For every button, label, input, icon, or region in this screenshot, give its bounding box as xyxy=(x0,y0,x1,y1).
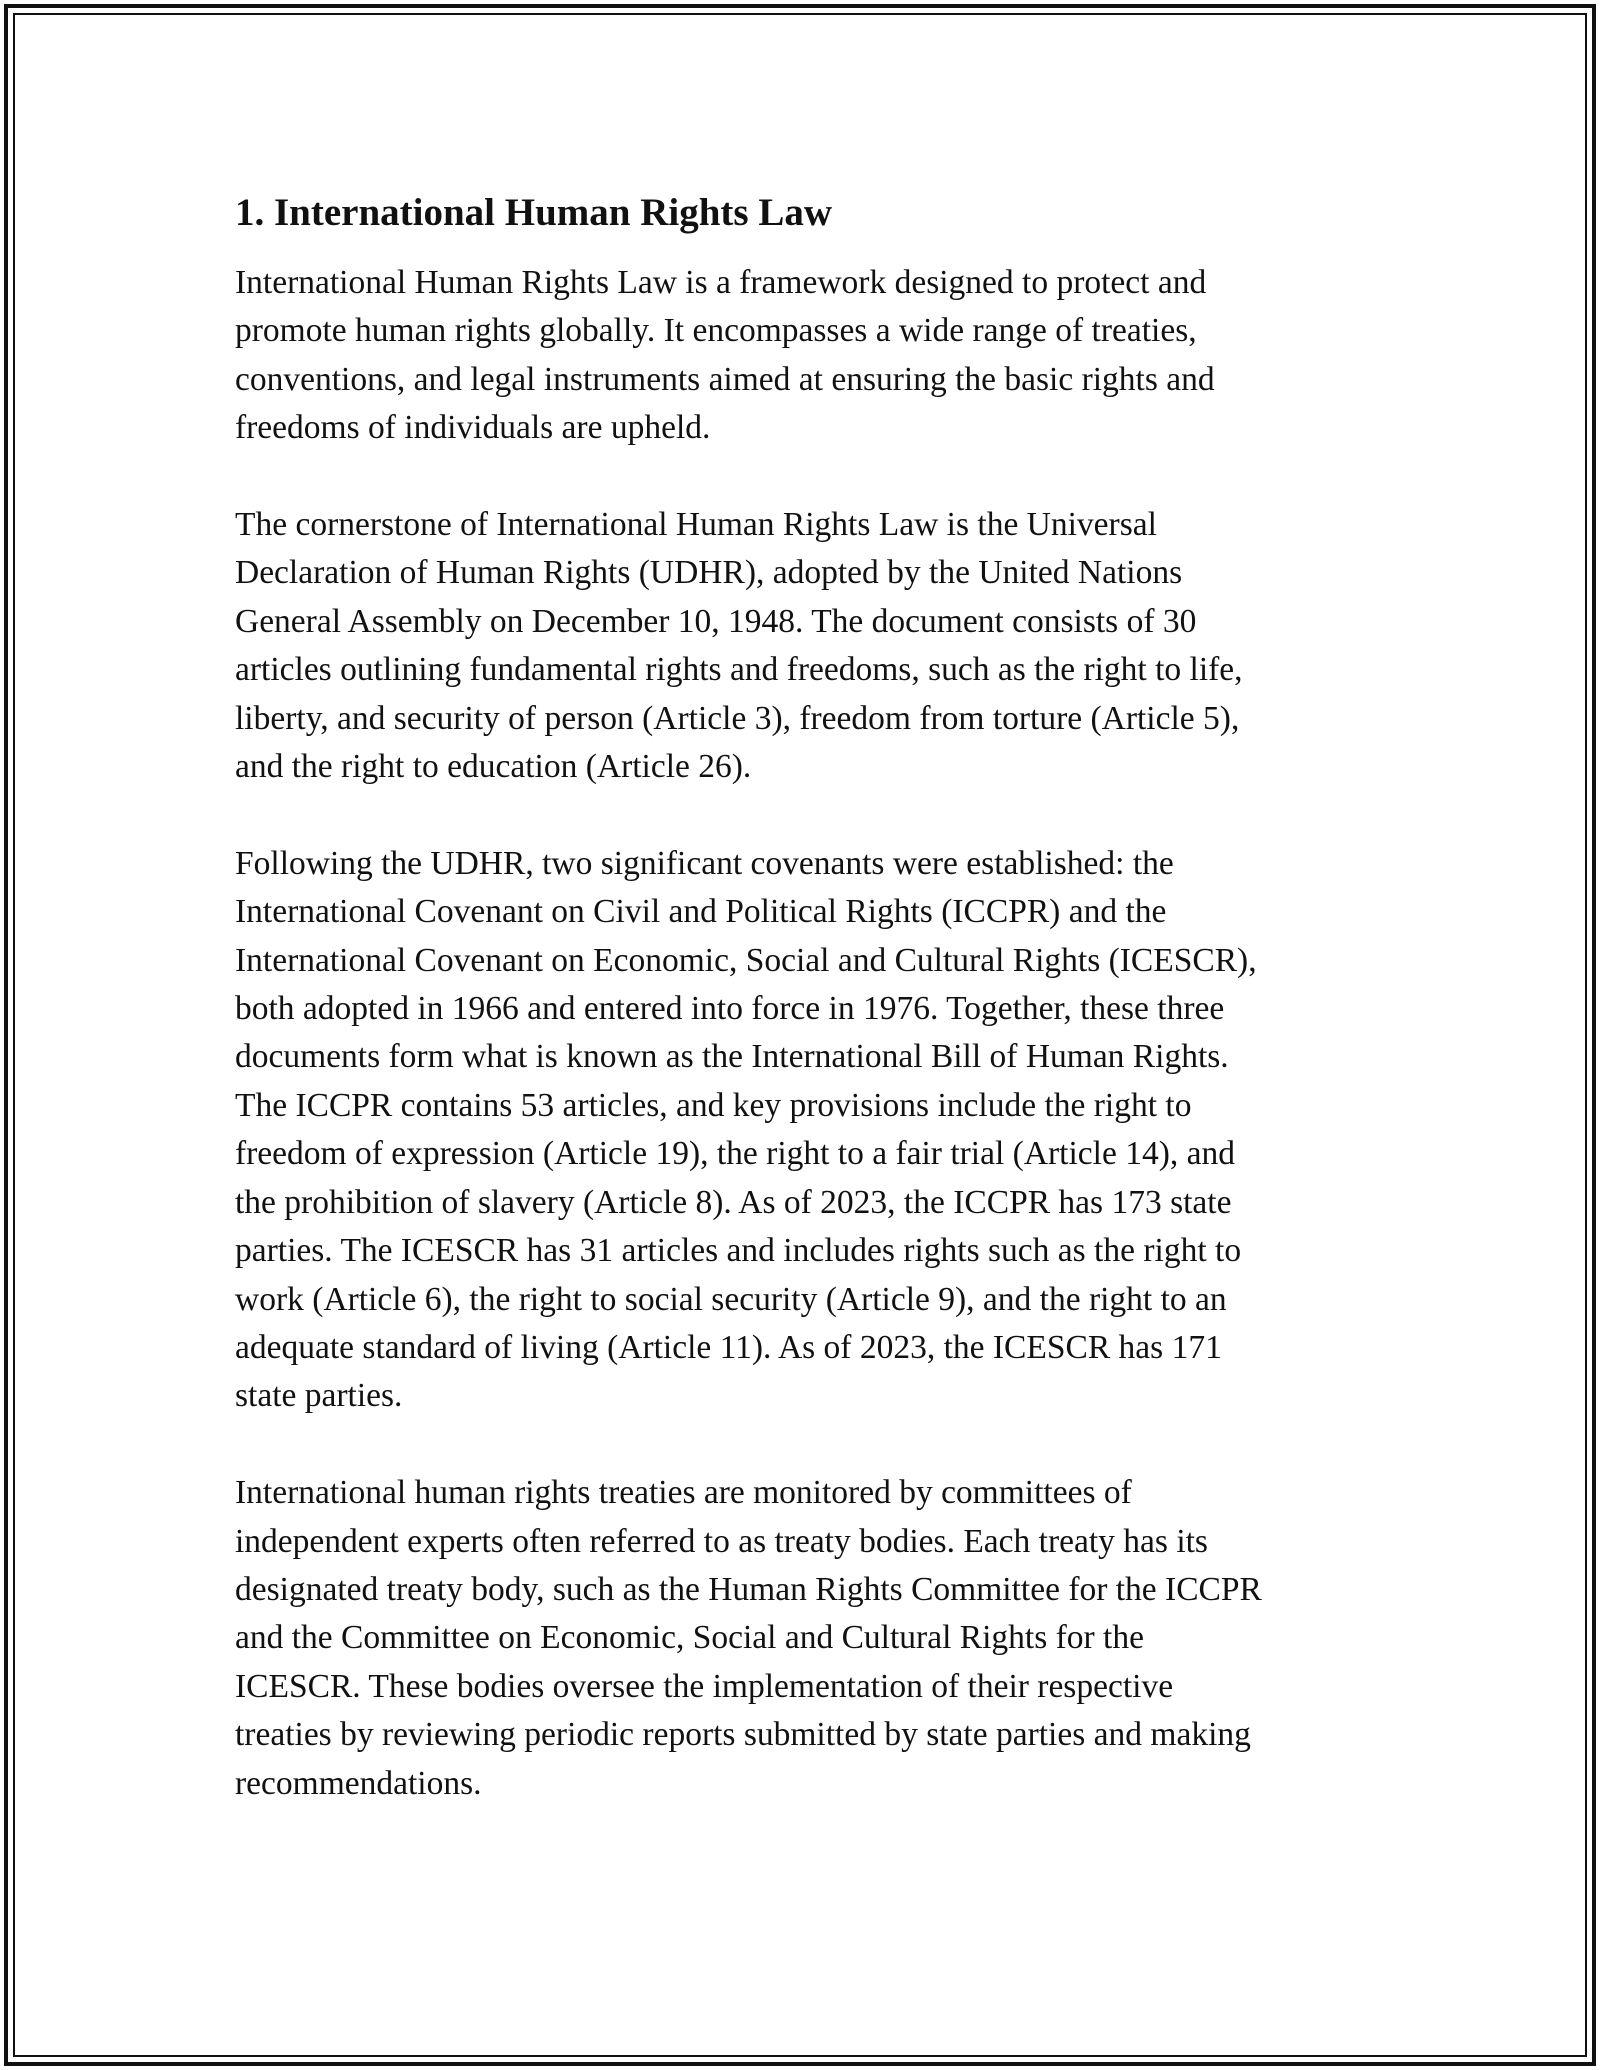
section-title: 1. International Human Rights Law xyxy=(235,191,832,234)
paragraph-introduction: International Human Rights Law is a framework designed to protect and promote human rights globally. It encompasses a wide range of treaties, conventions, and legal instruments aimed at ensuring the basic rights and freedoms of individuals are upheld. xyxy=(235,264,1215,447)
document-body xyxy=(235,185,1375,1856)
paragraph-covenants: Following the UDHR, two significant covenants were established: the International Covenant on Civil and Political Rights (ICCPR) and the International Covenant on Economic, Social and Cultural Rights (ICESCR), both adopted in 1966 and entered into force in 1976. Together, these three documents form what is known as the International Bill of Human Rights. The ICCPR contains 53 articles, and key provisions include the right to freedom of expression (Article 19), the right to a fair trial (Article 14), and the prohibition of slavery (Article 8). As of 2023, the ICCPR has 173 state parties. The ICESCR has 31 articles and includes rights such as the right to work (Article 6), the right to social security (Article 9), and the right to an adequate standard of living (Article 11). As of 2023, the ICESCR has 171 state parties. xyxy=(235,844,1257,1415)
paragraph-udhr: The cornerstone of International Human Rights Law is the Universal Declaration of Human Rights (UDHR), adopted by the United Nations General Assembly on December 10, 1948. The document consists of 30 articles outlining fundamental rights and freedoms, such as the right to life, liberty, and security of person (Article 3), freedom from torture (Article 5), and the right to education (Article 26). xyxy=(235,506,1243,786)
paragraph-treaty-bodies: International human rights treaties are monitored by committees of independent experts often referred to as treaty bodies. Each treaty has its designated treaty body, such as the Human Rights Committee for the ICCPR and the Committee on Economic, Social and Cultural Rights for the ICESCR. These bodies oversee the implementation of their respective treaties by reviewing periodic reports submitted by state parties and making recommendations. xyxy=(235,1474,1262,1802)
